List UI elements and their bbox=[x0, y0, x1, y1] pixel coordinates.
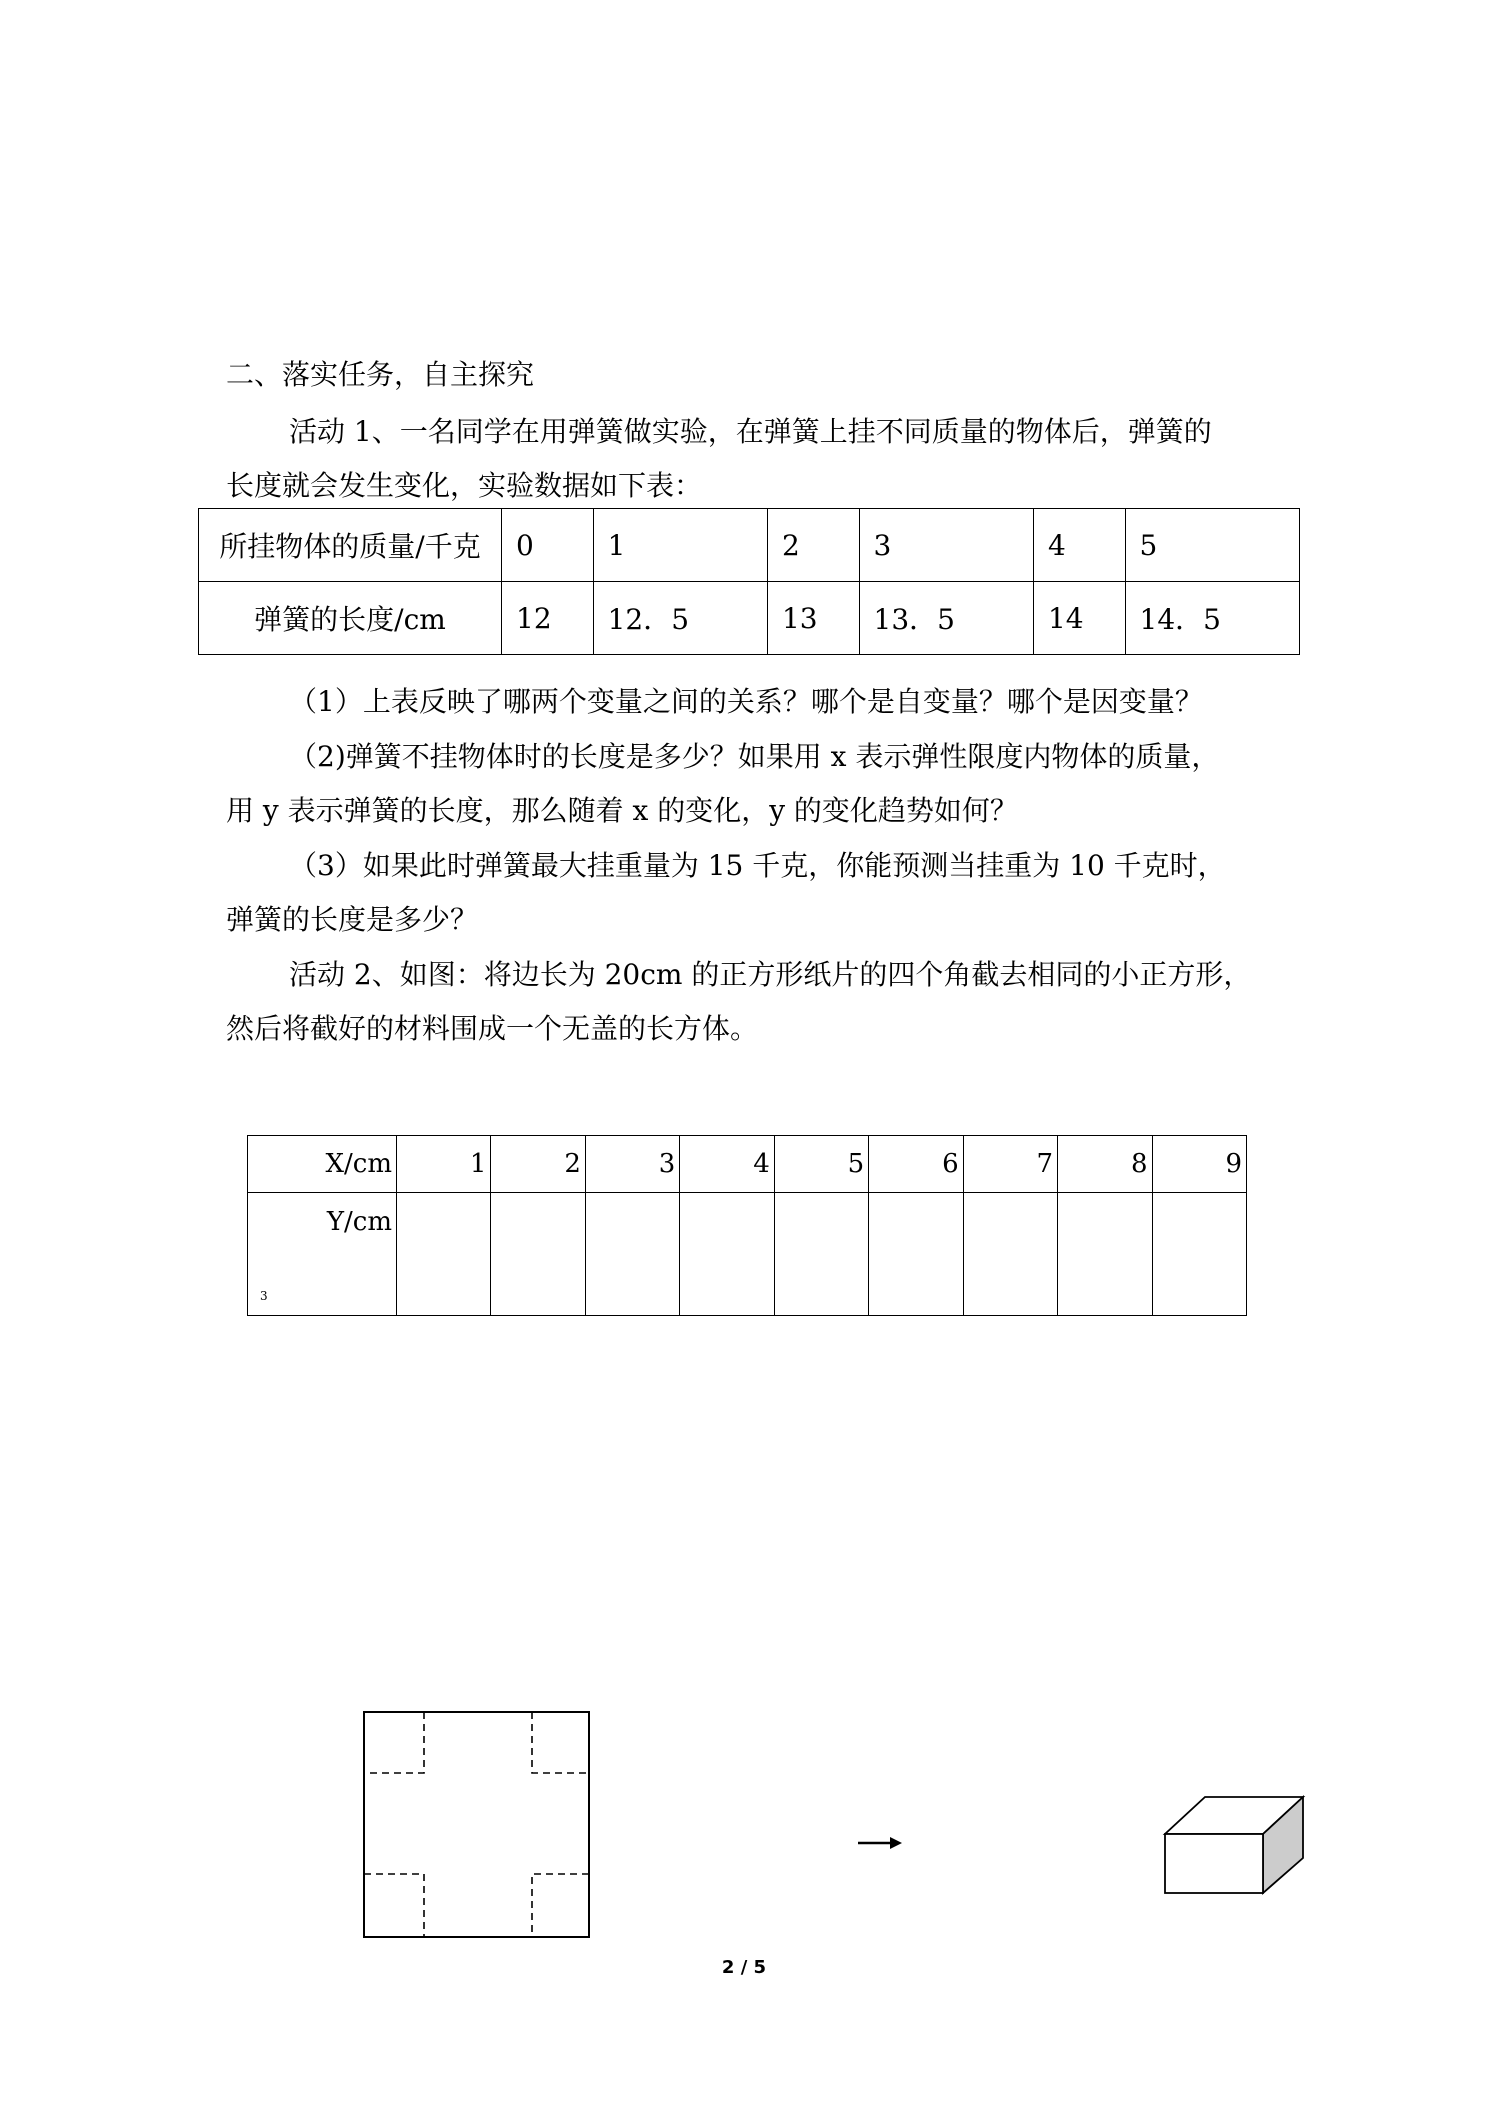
table-header-x: X/cm bbox=[248, 1136, 397, 1193]
table-cell: 2 bbox=[767, 509, 859, 582]
box-front-face bbox=[1165, 1834, 1263, 1893]
page-number: 2 / 5 bbox=[721, 1957, 767, 1978]
table-cell: 9 bbox=[1152, 1136, 1247, 1193]
cut-corner-tr bbox=[532, 1712, 589, 1773]
y-header-label: Y/cm bbox=[326, 1207, 392, 1237]
table-cell: 13 bbox=[767, 582, 859, 655]
table-cell: 4 bbox=[680, 1136, 774, 1193]
table-cell: 3 bbox=[585, 1136, 679, 1193]
table-cell: 2 bbox=[491, 1136, 585, 1193]
table-cell: 12 bbox=[502, 582, 594, 655]
question-3-line1: （3）如果此时弹簧最大挂重量为 15 千克，你能预测当挂重为 10 千克时， bbox=[289, 849, 1226, 882]
table-cell: 7 bbox=[963, 1136, 1057, 1193]
table-cell: 13．5 bbox=[859, 582, 1033, 655]
table-cell: 6 bbox=[869, 1136, 963, 1193]
open-box-figure bbox=[1165, 1797, 1303, 1893]
cut-square-figure bbox=[364, 1712, 589, 1937]
table-cell: 12．5 bbox=[593, 582, 767, 655]
table-cell: 4 bbox=[1033, 509, 1125, 582]
table-cell: 1 bbox=[593, 509, 767, 582]
table-header-mass: 所挂物体的质量/千克 bbox=[199, 509, 502, 582]
table-cell: 5 bbox=[1125, 509, 1299, 582]
table-cell: 14 bbox=[1033, 582, 1125, 655]
question-1: （1）上表反映了哪两个变量之间的关系？哪个是自变量？哪个是因变量？ bbox=[289, 685, 1203, 718]
question-2-line1: （2)弹簧不挂物体时的长度是多少？如果用 x 表示弹性限度内物体的质量， bbox=[289, 740, 1220, 773]
table-cell: 14．5 bbox=[1125, 582, 1299, 655]
cut-corner-tl bbox=[364, 1712, 424, 1773]
superscript-note: 3 bbox=[260, 1289, 268, 1303]
question-2-line2: 用 y 表示弹簧的长度，那么随着 x 的变化，y 的变化趋势如何？ bbox=[226, 794, 1018, 827]
arrow-icon bbox=[858, 1837, 902, 1849]
activity1-line1: 活动 1、一名同学在用弹簧做实验，在弹簧上挂不同质量的物体后，弹簧的 bbox=[289, 415, 1212, 448]
section-title: 二、落实任务，自主探究 bbox=[226, 358, 535, 391]
table-header-length: 弹簧的长度/cm bbox=[199, 582, 502, 655]
question-3-line2: 弹簧的长度是多少？ bbox=[226, 903, 479, 936]
cut-corner-bl bbox=[364, 1874, 424, 1937]
table-cell: 3 bbox=[859, 509, 1033, 582]
activity2-line2: 然后将截好的材料围成一个无盖的长方体。 bbox=[226, 1012, 759, 1045]
table-cell: 8 bbox=[1058, 1136, 1152, 1193]
outer-square bbox=[364, 1712, 589, 1937]
table-cell: 1 bbox=[397, 1136, 491, 1193]
cut-corner-br bbox=[532, 1874, 589, 1937]
activity1-line2: 长度就会发生变化，实验数据如下表： bbox=[226, 469, 703, 502]
activity2-line1: 活动 2、如图：将边长为 20cm 的正方形纸片的四个角截去相同的小正方形， bbox=[289, 958, 1252, 991]
table-cell: 5 bbox=[774, 1136, 868, 1193]
table-cell: 0 bbox=[502, 509, 594, 582]
